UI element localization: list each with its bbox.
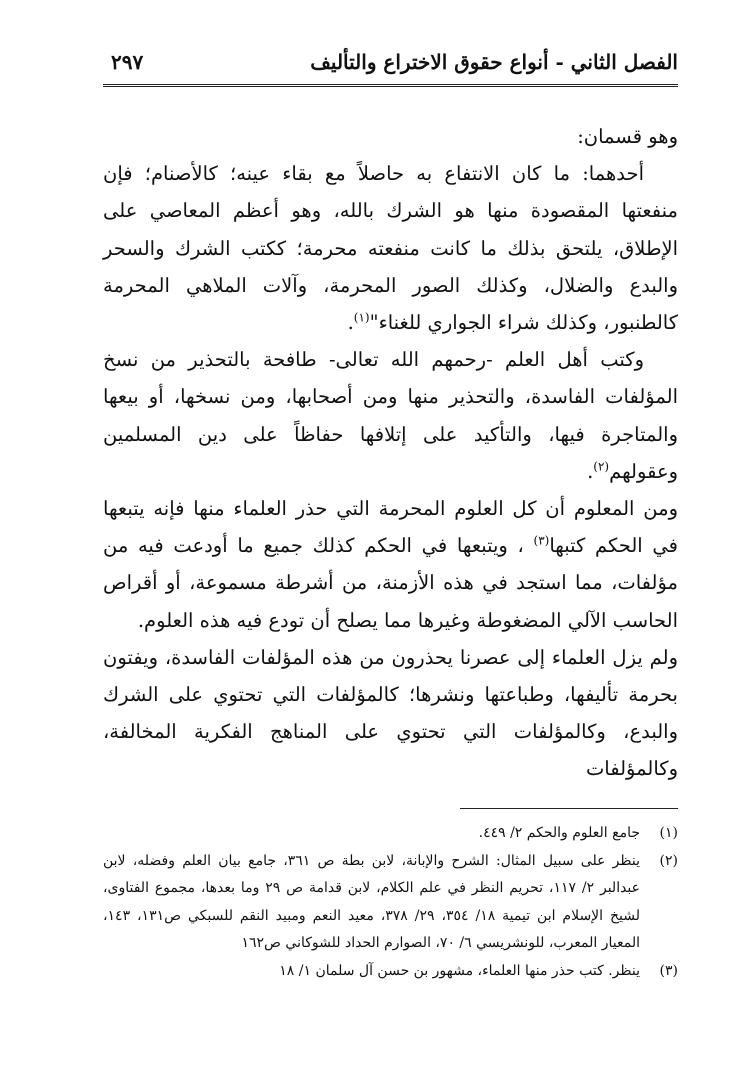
page-number: ٢٩٧ <box>111 50 144 74</box>
footnote-number: (٢) <box>659 852 678 869</box>
footnote-number: (٣) <box>659 962 678 979</box>
footnote-ref-2: (٢) <box>593 459 610 474</box>
paragraph-tail: . <box>347 311 354 335</box>
paragraph-first-type <box>103 155 678 341</box>
paragraph-text: ومن المعلوم أن كل العلوم المحرمة التي حذر العلماء منها فإنه يتبعها في الحكم كتبها <box>103 497 678 558</box>
paragraph-forbidden-sciences <box>103 490 678 639</box>
footnote-text: جامع العلوم والحكم ٢/ ٤٤٩. <box>478 825 640 841</box>
paragraph-text: أحدهما: ما كان الانتفاع به حاصلاً مع بقاء عينه؛ كالأصنام؛ فإن منفعتها المقصودة منها هو الشرك بالله، وهو أعظم المعاصي على الإطلاق، يلتحق بذلك ما كانت منفعته محرمة؛ ككتب الشرك والسحر والبدع والضلال، وكذلك الصور المحرمة، وآلات الملاهي المحرمة كالطنبور، وكذلك شراء الجواري للغناء" <box>103 162 678 335</box>
footnote-separator <box>460 808 678 809</box>
footnote-text: ينظر. كتب حذر منها العلماء، مشهور بن حسن آل سلمان ١/ ١٨ <box>279 962 640 979</box>
footnote-number: (١) <box>659 825 678 841</box>
footnote-item <box>103 958 678 986</box>
footnote-item <box>103 820 678 848</box>
paragraph-text: وكتب أهل العلم -رحمهم الله تعالى- طافحة بالتحذير من نسخ المؤلفات الفاسدة، والتحذير منها ومن أصحابها، ومن نسخها، أو بيعها والمتاجرة فيها، والتأكيد على إتلافها حفاظاً على دين المسلمين وعقولهم <box>103 348 678 483</box>
footnote-text: ينظر على سبيل المثال: الشرح والإبانة، لابن بطة ص ٣٦١، جامع بيان العلم وفضله، لابن عبدالبر ٢/ ١١٧، تحريم النظر في علم الكلام، لابن قدامة ص ٢٩ وما بعدها، مجموع الفتاوى، لشيخ الإسلام ابن تيمية ١٨/ ٣٥٤، ٢٩/ ٣٧٨، معيد النعم ومبيد النقم للسبكي ص١٣١، ١٤٣، المعيار المعرب، للونشريسي ٦/ ٧٠، الصوارم الحداد للشوكاني ص١٦٢ <box>103 852 641 952</box>
paragraph-text-continued: ، ويتبعها في الحكم كذلك جميع ما أودعت فيه من مؤلفات، مما استجد في هذه الأزمنة، من أشرطة مسموعة، أو أقراص الحاسب الآلي المضغوطة وغيرها مما يصلح أن تودع فيه هذه العلوم. <box>103 534 678 632</box>
paragraph-intro: وهو قسمان: <box>577 125 678 148</box>
running-title: الفصل الثاني - أنواع حقوق الاختراع والتأليف <box>310 50 678 74</box>
paragraph-scholars-warning <box>103 341 678 490</box>
footnote-item <box>103 848 678 958</box>
paragraph-tail: . <box>587 459 594 483</box>
page-header <box>103 44 678 87</box>
paragraph-scholars-fatwas: ولم يزل العلماء إلى عصرنا يحذرون من هذه المؤلفات الفاسدة، ويفتون بحرمة تأليفها، وطباعتها ونشرها؛ كالمؤلفات التي تحتوي على الشرك والبدع، وكالمؤلفات التي تحتوي على المناهج الفكرية المخالفة، وكالمؤلفات <box>103 645 678 781</box>
footnotes <box>103 820 678 986</box>
footnote-ref-3: (٣) <box>533 533 550 548</box>
main-text <box>103 118 678 788</box>
footnote-ref-1: (١) <box>353 310 370 325</box>
